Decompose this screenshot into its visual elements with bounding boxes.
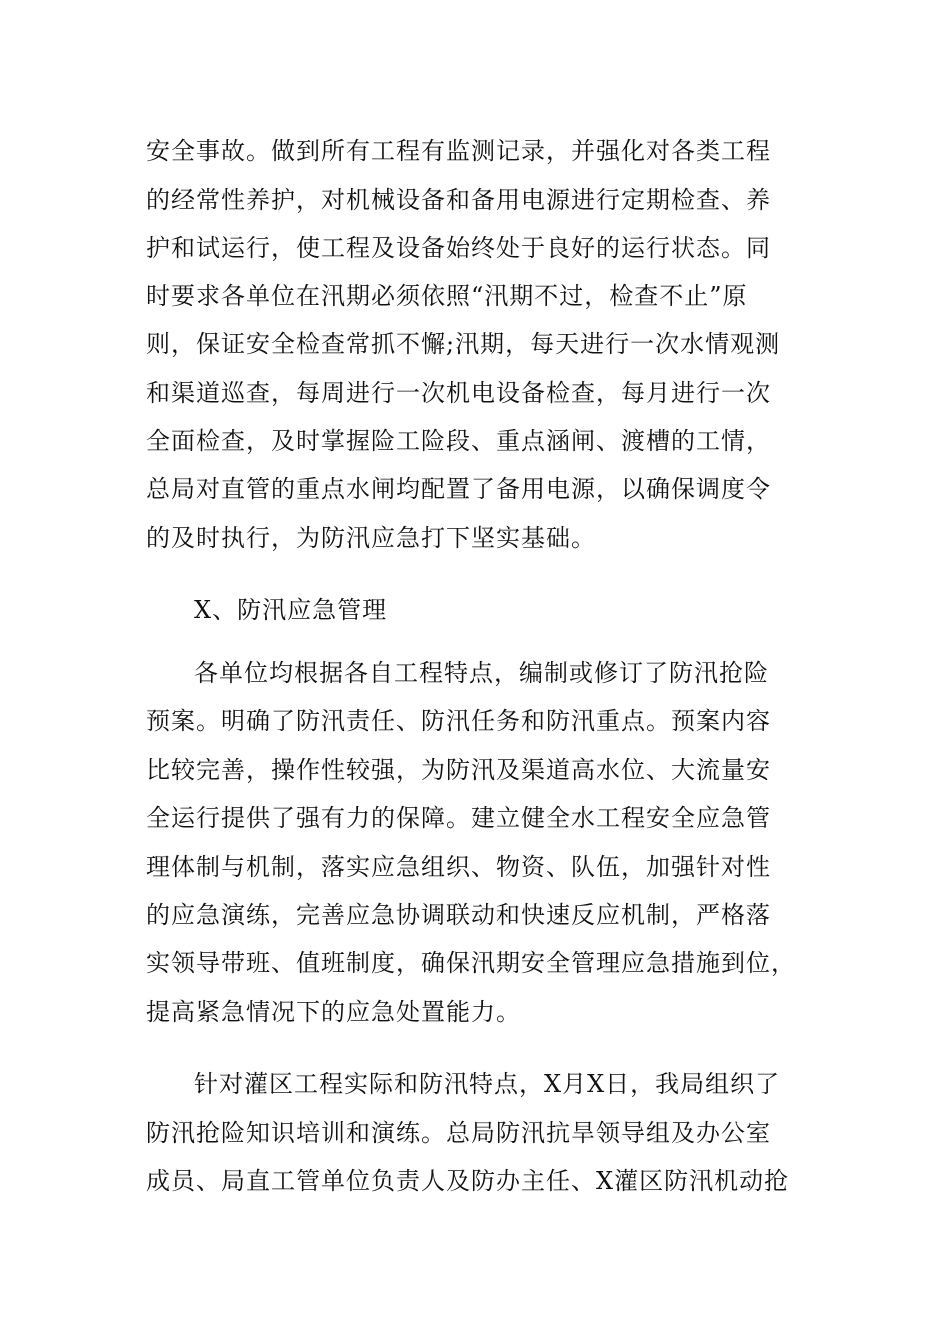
text-line: 的及时执行，为防汛应急打下坚实基础。	[146, 524, 596, 552]
text-line: 预案。明确了防汛责任、防汛任务和防汛重点。预案内容	[146, 707, 771, 735]
text-line: 全面检查，及时掌握险工险段、重点涵闸、渡槽的工情，	[146, 427, 771, 455]
text-line: 总局对直管的重点水闸均配置了备用电源，以确保调度令	[146, 475, 771, 503]
section-heading: X、防汛应急管理	[194, 596, 388, 624]
text-line: 安全事故。做到所有工程有监测记录，并强化对各类工程	[146, 137, 771, 165]
text-line: 防汛抢险知识培训和演练。总局防汛抗旱领导组及办公室	[146, 1119, 771, 1147]
text-line: 时要求各单位在汛期必须依照“汛期不过，检查不止”原	[146, 282, 748, 310]
text-line: 提高紧急情况下的应急处置能力。	[146, 998, 521, 1026]
text-line: 各单位均根据各自工程特点，编制或修订了防汛抢险	[194, 659, 769, 687]
text-line: 的应急演练，完善应急协调联动和快速反应机制，严格落	[146, 901, 771, 929]
text-line: 比较完善，操作性较强，为防汛及渠道高水位、大流量安	[146, 756, 771, 784]
text-line: 针对灌区工程实际和防汛特点，X月X日，我局组织了	[194, 1070, 781, 1098]
text-line: 则，保证安全检查常抓不懈;汛期，每天进行一次水情观测	[146, 330, 781, 358]
text-line: 成员、局直工管单位负责人及防办主任、X灌区防汛机动抢	[146, 1167, 790, 1195]
text-line: 的经常性养护，对机械设备和备用电源进行定期检查、养	[146, 186, 771, 214]
text-line: 实领导带班、值班制度，确保汛期安全管理应急措施到位，	[146, 949, 796, 977]
text-line: 和渠道巡查，每周进行一次机电设备检查，每月进行一次	[146, 379, 771, 407]
text-line: 护和试运行，使工程及设备始终处于良好的运行状态。同	[146, 234, 771, 262]
text-line: 理体制与机制，落实应急组织、物资、队伍，加强针对性	[146, 853, 771, 881]
text-line: 全运行提供了强有力的保障。建立健全水工程安全应急管	[146, 804, 771, 832]
